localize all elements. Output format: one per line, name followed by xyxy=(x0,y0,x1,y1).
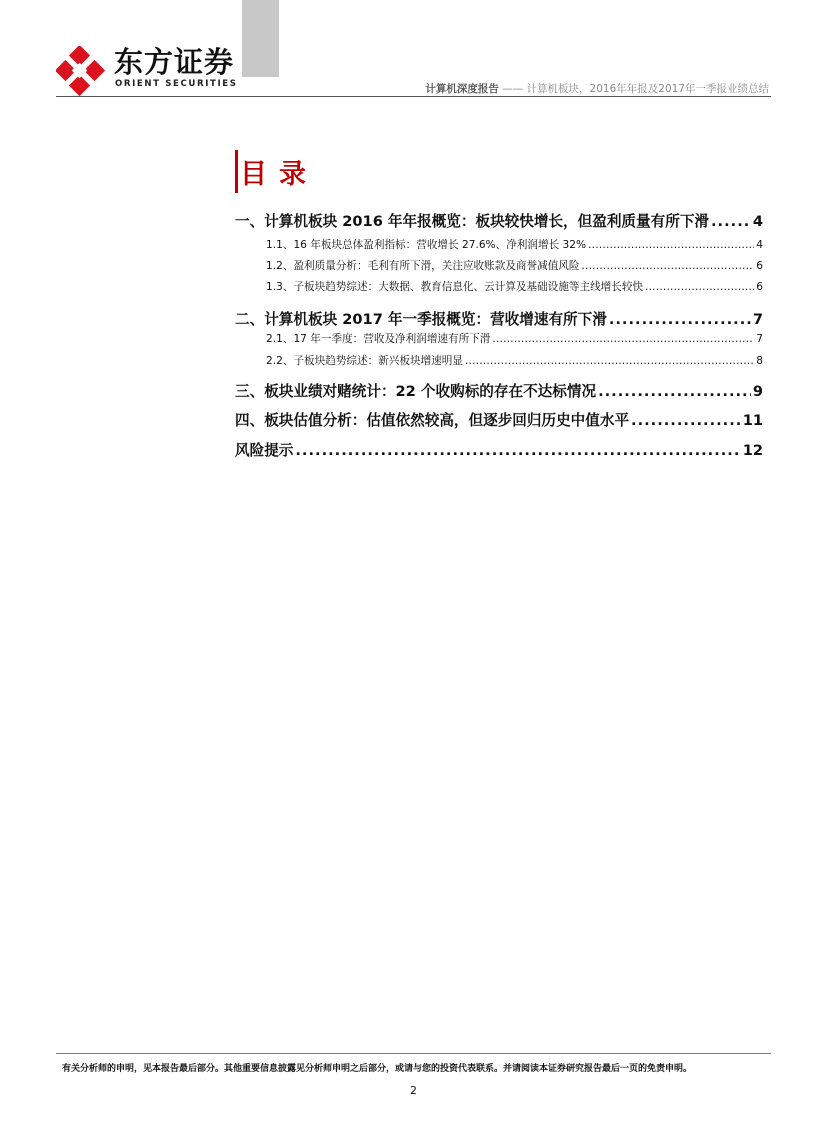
toc-entry-page: 7 xyxy=(756,333,763,345)
page-number: 2 xyxy=(410,1084,417,1097)
toc-entry-page: 11 xyxy=(742,412,763,429)
report-subtitle: 计算机板块，2016年年报及2017年一季报业绩总结 xyxy=(526,83,769,95)
toc-entry-2-2[interactable] xyxy=(235,353,763,368)
footer-disclaimer: 有关分析师的申明，见本报告最后部分。其他重要信息披露见分析师申明之后部分，或请与您的投资代表联系。并请阅读本证券研究报告最后一页的免责申明。 xyxy=(62,1064,693,1074)
toc-entry-text: 一、计算机板块 2016 年年报概览：板块较快增长，但盈利质量有所下滑 xyxy=(235,213,710,230)
toc-leader-dots xyxy=(645,281,754,293)
toc-leader-dots xyxy=(581,260,754,272)
toc-entry-section-1[interactable] xyxy=(235,210,763,231)
header-decoration-band xyxy=(242,0,279,77)
toc-entry-page: 9 xyxy=(752,383,763,400)
toc-entry-text: 风险提示 xyxy=(235,442,294,459)
logo-english-name: ORIENT SECURITIES xyxy=(115,79,238,89)
toc-entry-page: 6 xyxy=(756,281,763,293)
toc-entry-text: 二、计算机板块 2017 年一季报概览：营收增速有所下滑 xyxy=(235,311,607,328)
toc-title-accent-bar xyxy=(235,150,238,193)
toc-title: 目录 xyxy=(240,159,318,190)
footer-divider xyxy=(56,1053,771,1054)
header-separator: —— xyxy=(502,83,524,95)
toc-entry-section-2[interactable] xyxy=(235,308,763,329)
toc-leader-dots xyxy=(631,412,741,429)
report-header xyxy=(425,81,769,96)
toc-leader-dots xyxy=(598,383,751,400)
toc-leader-dots xyxy=(492,333,754,345)
toc-entry-page: 12 xyxy=(742,442,763,459)
toc-entry-text: 四、板块估值分析：估值依然较高，但逐步回归历史中值水平 xyxy=(235,412,630,429)
toc-entry-page: 6 xyxy=(756,260,763,272)
toc-entry-risk[interactable] xyxy=(235,439,763,460)
toc-entry-text: 三、板块业绩对赌统计：22 个收购标的存在不达标情况 xyxy=(235,383,597,400)
toc-entry-page: 7 xyxy=(752,311,763,328)
toc-entry-text: 1.3、子板块趋势综述：大数据、教育信息化、云计算及基础设施等主线增长较快 xyxy=(266,281,644,293)
toc-entry-2-1[interactable] xyxy=(235,331,763,346)
toc-leader-dots xyxy=(609,311,751,328)
toc-leader-dots xyxy=(711,213,751,230)
logo-chinese-name: 东方证券 xyxy=(114,45,235,79)
orient-logo-icon xyxy=(56,46,106,96)
toc-entry-1-3[interactable] xyxy=(235,279,763,294)
toc-entry-section-4[interactable] xyxy=(235,409,763,430)
toc-entry-page: 4 xyxy=(752,213,763,230)
toc-entry-1-2[interactable] xyxy=(235,258,763,273)
toc-entry-section-3[interactable] xyxy=(235,380,763,401)
toc-entry-text: 2.1、17 年一季度：营收及净利润增速有所下滑 xyxy=(266,333,491,345)
toc-entry-text: 1.1、16 年板块总体盈利指标：营收增长 27.6%、净利润增长 32% xyxy=(266,239,587,251)
report-type: 计算机深度报告 xyxy=(425,83,499,95)
company-logo xyxy=(56,44,236,96)
toc-entry-text: 2.2、子板块趋势综述：新兴板块增速明显 xyxy=(266,355,463,367)
toc-leader-dots xyxy=(295,442,740,459)
toc-leader-dots xyxy=(588,239,754,251)
toc-entry-page: 8 xyxy=(756,355,763,367)
toc-leader-dots xyxy=(465,355,754,367)
header-divider xyxy=(56,96,771,97)
toc-entry-1-1[interactable] xyxy=(235,237,763,252)
toc-entry-text: 1.2、盈利质量分析：毛利有所下滑，关注应收账款及商誉减值风险 xyxy=(266,260,580,272)
toc-entry-page: 4 xyxy=(756,239,763,251)
